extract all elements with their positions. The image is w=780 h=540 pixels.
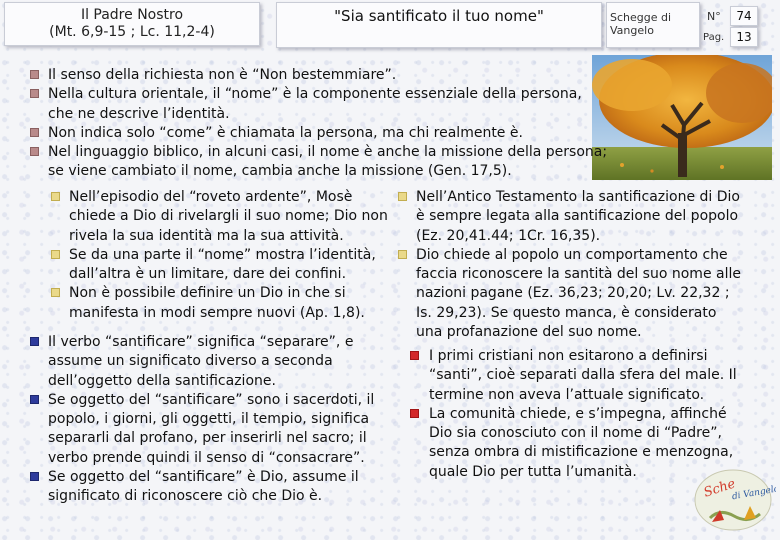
list-item: Se oggetto del “santificare” è Dio, assume il significato di riconoscere ciò che Dio è.: [30, 468, 398, 507]
square-bullet-icon: [30, 89, 39, 98]
list-item: Il verbo “santificare” significa “separare”, e assume un significato diverso a seconda dell’oggetto della santificazione.: [30, 333, 398, 391]
list-item: Se da una parte il “nome” mostra l’identità, dall’altra è un limitare, dare dei confini.: [51, 246, 396, 285]
list-item: I primi cristiani non esitarono a definirsi “santi”, cioè separati dalla sfera del male. Il termine non aveva l’attuale significato.: [410, 347, 750, 405]
square-bullet-icon: [30, 472, 39, 481]
list-item: Il senso della richiesta non è “Non bestemmiare”.: [30, 66, 610, 85]
lesson-title-box: [4, 2, 260, 46]
square-bullet-icon: [30, 70, 39, 79]
schegge-logo: [690, 460, 776, 538]
autumn-tree-photo: [592, 55, 772, 180]
svg-text:Sche: Sche: [702, 476, 738, 501]
list-item: Non è possibile definire un Dio in che si manifesta in modi sempre nuovi (Ap. 1,8).: [51, 284, 396, 323]
square-bullet-icon: [51, 192, 60, 201]
top-points: [30, 66, 610, 182]
list-item: Non indica solo “come” è chiamata la persona, ma chi realmente è.: [30, 124, 610, 143]
svg-text:di Vangelo: di Vangelo: [731, 484, 776, 503]
square-bullet-icon: [410, 409, 419, 418]
gold-left-points: [51, 188, 396, 323]
number-label: N°: [707, 10, 721, 23]
series-box: [606, 2, 700, 48]
square-bullet-icon: [398, 192, 407, 201]
series-label: Schegge di Vangelo: [610, 11, 672, 37]
square-bullet-icon: [30, 128, 39, 137]
gold-right-points: [398, 188, 743, 342]
square-bullet-icon: [410, 351, 419, 360]
list-item: Dio chiede al popolo un comportamento che faccia riconoscere la santità del suo nome alle nazioni pagane (Ez. 36,23; 20,20; Lv. 22,32 ; Is. 29,23). Se questo manca, è considerato una profanazione del suo nome.: [398, 246, 743, 342]
list-item: Nel linguaggio biblico, in alcuni casi, il nome è anche la missione della persona; se viene cambiato il nome, cambia anche la missione (Gen. 17,5).: [30, 143, 610, 182]
number-value: 74: [730, 6, 758, 26]
list-item: Nell’episodio del “roveto ardente”, Mosè chiede a Dio di rivelargli il suo nome; Dio non rivela la sua identità ma la sua attività.: [51, 188, 396, 246]
square-bullet-icon: [398, 250, 407, 259]
square-bullet-icon: [51, 250, 60, 259]
square-bullet-icon: [30, 395, 39, 404]
lesson-title: Il Padre Nostro: [80, 7, 184, 23]
square-bullet-icon: [30, 337, 39, 346]
square-bullet-icon: [51, 288, 60, 297]
page-title: "Sia santificato il tuo nome": [334, 7, 544, 25]
list-item: La comunità chiede, e s’impegna, affinché Dio sia conosciuto con il nome di “Padre”, senza ombra di mistificazione e menzogna, quale Dio per tutta l’umanità.: [410, 405, 750, 482]
lesson-reference: (Mt. 6,9-15 ; Lc. 11,2-4): [49, 24, 215, 40]
navy-points: [30, 333, 398, 507]
list-item: Nell’Antico Testamento la santificazione di Dio è sempre legata alla santificazione del popolo (Ez. 20,41.44; 1Cr. 16,35).: [398, 188, 743, 246]
list-item: Nella cultura orientale, il “nome” è la componente essenziale della persona, che ne descrive l’identità.: [30, 85, 610, 124]
page-number: 13: [730, 27, 758, 47]
page-title-box: [276, 2, 602, 48]
list-item: Se oggetto del “santificare” sono i sacerdoti, il popolo, i giorni, gli oggetti, il tempio, significa separarli dal profano, per inserirli nel sacro; il verbo prende quindi il senso di “consacrare”.: [30, 391, 398, 468]
square-bullet-icon: [30, 147, 39, 156]
page-label: Pag.: [703, 32, 725, 43]
